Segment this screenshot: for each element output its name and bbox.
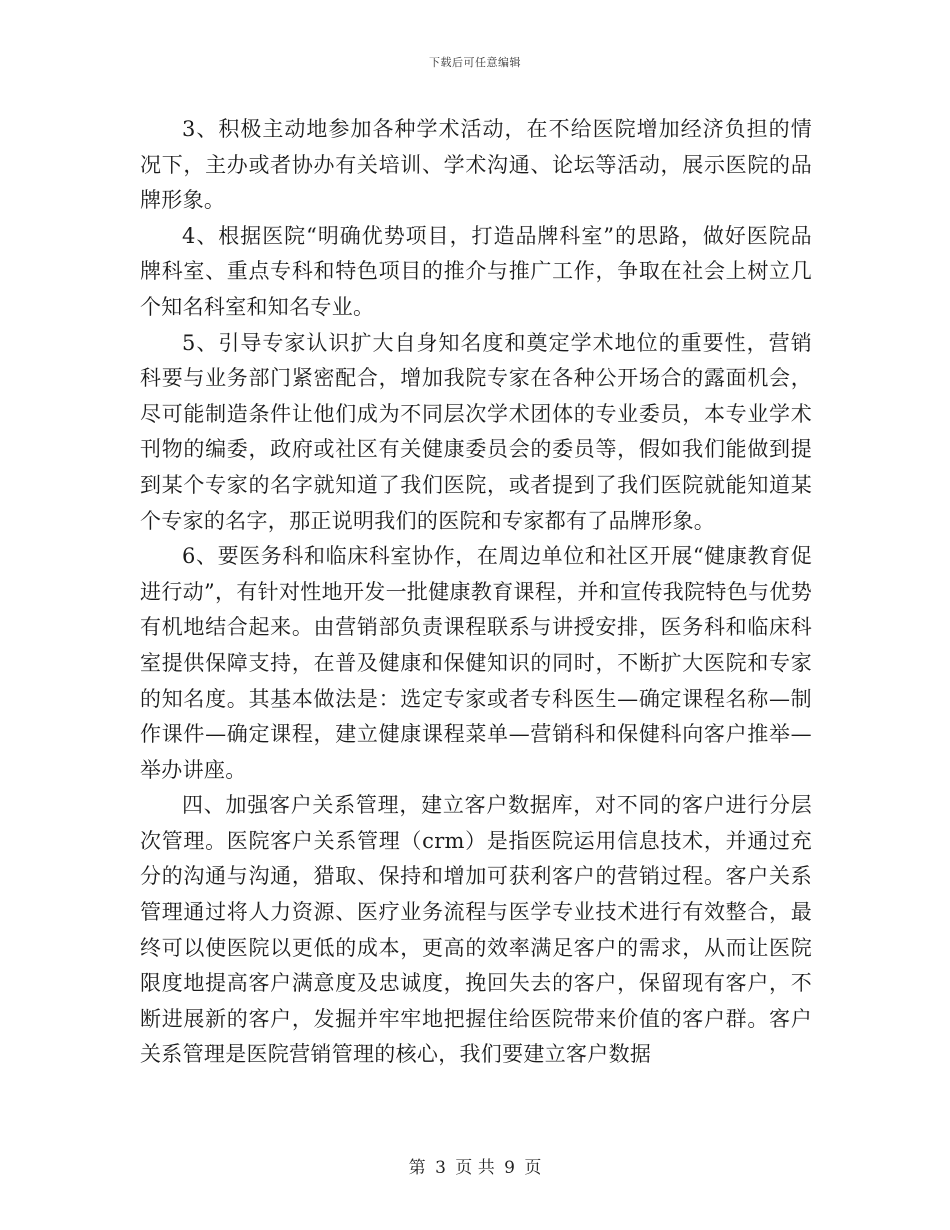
total-page-number: 9 — [504, 1158, 515, 1178]
document-body — [140, 112, 812, 1073]
footer-prefix: 第 — [408, 1158, 426, 1178]
page-header: 下载后可任意编辑 — [429, 56, 521, 69]
paragraph-section-4: 四、加强客户关系管理，建立客户数据库，对不同的客户进行分层次管理。医院客户关系管理（crm）是指医院运用信息技术，并通过充分的沟通与沟通，猎取、保持和增加可获利客户的营销过程。客户关系管理通过将人力资源、医疗业务流程与医学专业技术进行有效整合，最终可以使医院以更低的成本，更高的效率满足客户的需求，从而让医院限度地提高客户满意度及忠诚度，挽回失去的客户，保留现有客户，不断进展新的客户，发掘并牢牢地把握住给医院带来价值的客户群。客户关系管理是医院营销管理的核心，我们要建立客户数据 — [140, 793, 812, 1067]
paragraph-item-4: 4、根据医院“明确优势项目，打造品牌科室”的思路，做好医院品牌科室、重点专科和特色项目的推介与推广工作，争取在社会上树立几个知名科室和知名专业。 — [140, 223, 812, 319]
paragraph-item-6: 6、要医务科和临床科室协作，在周边单位和社区开展“健康教育促进行动”，有针对性地开发一批健康教育课程，并和宣传我院特色与优势有机地结合起来。由营销部负责课程联系与讲授安排，医务科和临床科室提供保障支持，在普及健康和保健知识的同时，不断扩大医院和专家的知名度。其基本做法是：选定专家或者专科医生—确定课程名称—制作课件—确定课程，建立健康课程菜单—营销科和保健科向客户推举—举办讲座。 — [140, 544, 812, 782]
footer-suffix: 页 — [524, 1158, 542, 1178]
paragraph-item-5: 5、引导专家认识扩大自身知名度和奠定学术地位的重要性，营销科要与业务部门紧密配合，增加我院专家在各种公开场合的露面机会，尽可能制造条件让他们成为不同层次学术团体的专业委员，本专业学术刊物的编委，政府或社区有关健康委员会的委员等，假如我们能做到提到某个专家的名字就知道了我们医院，或者提到了我们医院就能知道某个专家的名字，那正说明我们的医院和专家都有了品牌形象。 — [140, 330, 812, 533]
page-footer — [0, 1153, 950, 1178]
footer-middle: 页 共 — [455, 1158, 495, 1178]
paragraph-item-3: 3、积极主动地参加各种学术活动，在不给医院增加经济负担的情况下，主办或者协办有关培训、学术沟通、论坛等活动，展示医院的品牌形象。 — [140, 117, 812, 213]
current-page-number: 3 — [435, 1158, 446, 1178]
